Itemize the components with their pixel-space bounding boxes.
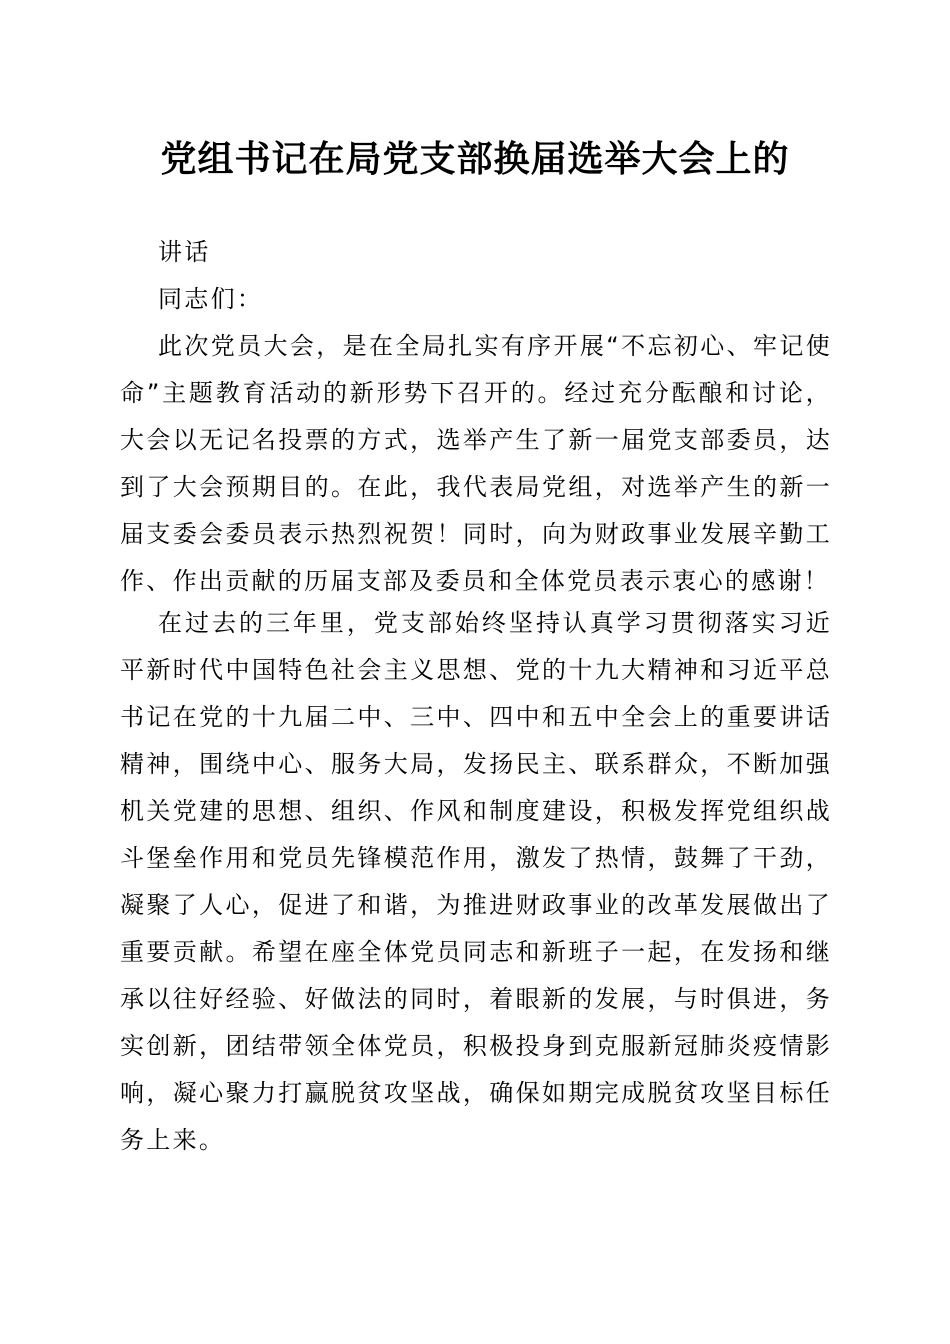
salutation: 同志们： (158, 285, 264, 313)
paragraph-1: 此次党员大会，是在全局扎实有序开展“不忘初心、牢记使命”主题教育活动的新形势下召开的。经过充分酝酿和讨论，大会以无记名投票的方式，选举产生了新一届党支部委员，达到了大会预期目的。在此，我代表局党组，对选举产生的新一届支委会委员表示热烈祝贺！同时，向为财政事业发展辛勤工作、作出贡献的历届支部及委员和全体党员表示衷心的感谢！ (120, 332, 832, 595)
document-title: 党组书记在局党支部换届选举大会上的 (160, 138, 790, 180)
paragraph-2: 在过去的三年里，党支部始终坚持认真学习贯彻落实习近平新时代中国特色社会主义思想、党的十九大精神和习近平总书记在党的十九届二中、三中、四中和五中全会上的重要讲话精神，围绕中心、服务大局，发扬民主、联系群众，不断加强机关党建的思想、组织、作风和制度建设，积极发挥党组织战斗堡垒作用和党员先锋模范作用，激发了热情，鼓舞了干劲，凝聚了人心，促进了和谐，为推进财政事业的改革发展做出了重要贡献。希望在座全体党员同志和新班子一起，在发扬和继承以往好经验、好做法的同时，着眼新的发展，与时俱进，务实创新，团结带领全体党员，积极投身到克服新冠肺炎疫情影响，凝心聚力打赢脱贫攻坚战，确保如期完成脱贫攻坚目标任务上来。 (120, 609, 832, 1154)
document-subtitle: 讲话 (158, 238, 211, 266)
